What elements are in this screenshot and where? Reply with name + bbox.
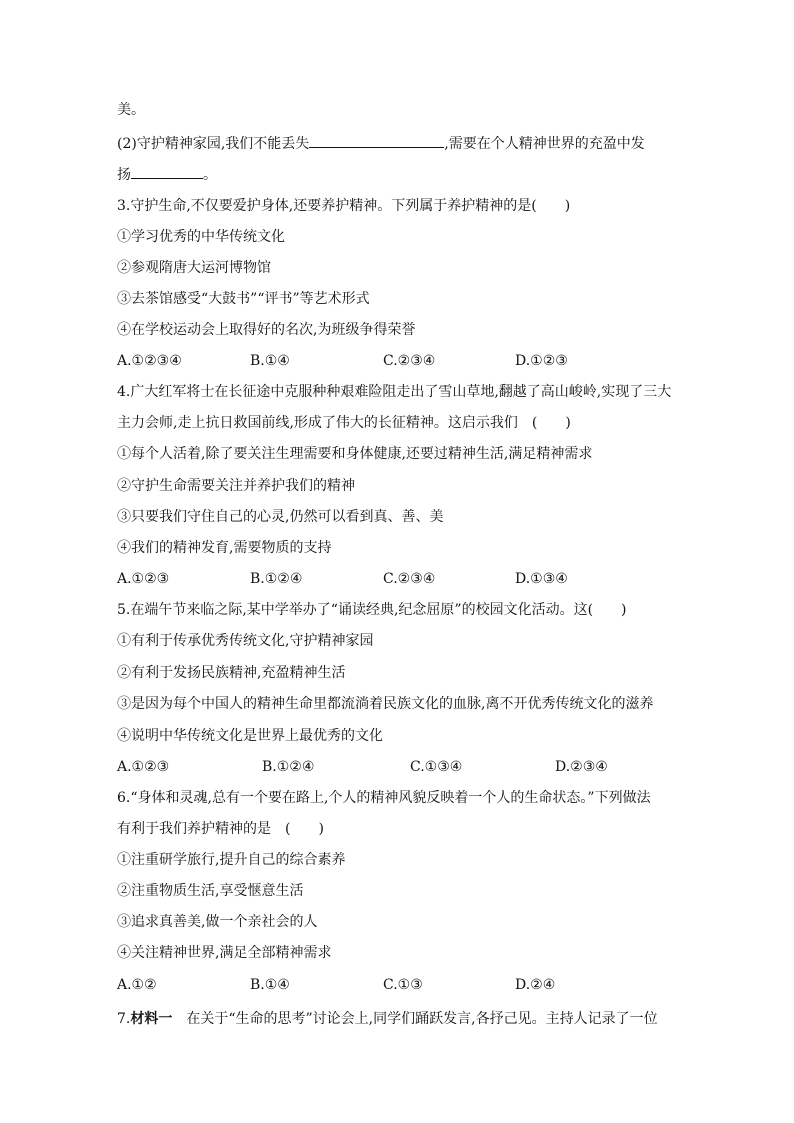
q5-item-3: ③是因为每个中国人的精神生命里都流淌着民族文化的血脉,离不开优秀传统文化的滋养 bbox=[117, 696, 654, 712]
q5-item-2: ②有利于发扬民族精神,充盈精神生活 bbox=[117, 665, 346, 681]
q6-option-d[interactable]: D.②④ bbox=[515, 977, 556, 993]
q2-text-c: 扬 bbox=[117, 167, 131, 183]
q3-item-3: ③去茶馆感受“大鼓书”“评书”等艺术形式 bbox=[117, 291, 370, 307]
q3-option-c[interactable]: C.②③④ bbox=[383, 353, 436, 369]
q5-option-b[interactable]: B.①②④ bbox=[262, 759, 315, 775]
q4-option-a[interactable]: A.①②③ bbox=[117, 571, 170, 587]
question-4-stem-line-2: 主力会师,走上抗日救国前线,形成了伟大的长征精神。这启示我们 ( ) bbox=[117, 415, 571, 431]
q6-option-b[interactable]: B.①④ bbox=[250, 977, 290, 993]
q6-item-2: ②注重物质生活,享受惬意生活 bbox=[117, 883, 304, 899]
q7-material-label: 材料一 bbox=[130, 1011, 173, 1027]
q4-option-d[interactable]: D.①③④ bbox=[515, 571, 568, 587]
q2-text-a: (2)守护精神家园,我们不能丢失 bbox=[117, 136, 310, 152]
q6-option-c[interactable]: C.①③ bbox=[383, 977, 423, 993]
q4-option-b[interactable]: B.①②④ bbox=[250, 571, 303, 587]
question-2-line-2 bbox=[117, 164, 217, 185]
q5-option-d[interactable]: D.②③④ bbox=[555, 759, 608, 775]
q4-item-4: ④我们的精神发育,需要物质的支持 bbox=[117, 540, 332, 556]
question-2-line-1 bbox=[117, 133, 645, 154]
q2-text-d: 。 bbox=[203, 167, 217, 183]
q5-option-c[interactable]: C.①③④ bbox=[410, 759, 463, 775]
q5-item-4: ④说明中华传统文化是世界上最优秀的文化 bbox=[117, 728, 383, 744]
q3-option-d[interactable]: D.①②③ bbox=[515, 353, 568, 369]
q4-item-1: ①每个人活着,除了要关注生理需要和身体健康,还要过精神生活,满足精神需求 bbox=[117, 446, 593, 462]
answer-blank-2[interactable] bbox=[131, 164, 203, 179]
question-6-stem-line-1: 6.“身体和灵魂,总有一个要在路上,个人的精神风貌反映着一个人的生命状态。”下列做法 bbox=[117, 790, 651, 806]
q4-item-2: ②守护生命需要关注并养护我们的精神 bbox=[117, 478, 355, 494]
q3-item-2: ②参观隋唐大运河博物馆 bbox=[117, 260, 271, 276]
answer-blank-1[interactable] bbox=[309, 133, 444, 148]
q5-option-a[interactable]: A.①②③ bbox=[117, 759, 170, 775]
q3-item-1: ①学习优秀的中华传统文化 bbox=[117, 229, 285, 245]
question-7-line-1 bbox=[117, 1009, 658, 1029]
q4-option-c[interactable]: C.②③④ bbox=[383, 571, 436, 587]
q5-item-1: ①有利于传承优秀传统文化,守护精神家园 bbox=[117, 633, 374, 649]
question-5-stem: 5.在端午节来临之际,某中学举办了“诵读经典,纪念屈原”的校园文化活动。这( ) bbox=[117, 602, 627, 618]
q6-item-4: ④关注精神世界,满足全部精神需求 bbox=[117, 945, 332, 961]
q6-item-1: ①注重研学旅行,提升自己的综合素养 bbox=[117, 852, 346, 868]
q6-option-a[interactable]: A.①② bbox=[117, 977, 157, 993]
q3-item-4: ④在学校运动会上取得好的名次,为班级争得荣誉 bbox=[117, 322, 416, 338]
q7-text: 在关于“生命的思考”讨论会上,同学们踊跃发言,各抒己见。主持人记录了一位 bbox=[172, 1011, 658, 1027]
q6-item-3: ③追求真善美,做一个亲社会的人 bbox=[117, 914, 318, 930]
q4-item-3: ③只要我们守住自己的心灵,仍然可以看到真、善、美 bbox=[117, 509, 444, 525]
q3-option-a[interactable]: A.①②③④ bbox=[117, 353, 182, 369]
question-6-stem-line-2: 有利于我们养护精神的是 ( ) bbox=[117, 821, 324, 837]
question-3-stem: 3.守护生命,不仅要爱护身体,还要养护精神。下列属于养护精神的是( ) bbox=[117, 198, 571, 214]
question-4-stem-line-1: 4.广大红军将士在长征途中克服种种艰难险阻走出了雪山草地,翻越了高山峻岭,实现了三大 bbox=[117, 384, 672, 400]
q2-text-b: ,需要在个人精神世界的充盈中发 bbox=[444, 136, 645, 152]
q7-number: 7. bbox=[117, 1011, 131, 1027]
q3-option-b[interactable]: B.①④ bbox=[250, 353, 290, 369]
continuation-text: 美。 bbox=[117, 102, 145, 118]
